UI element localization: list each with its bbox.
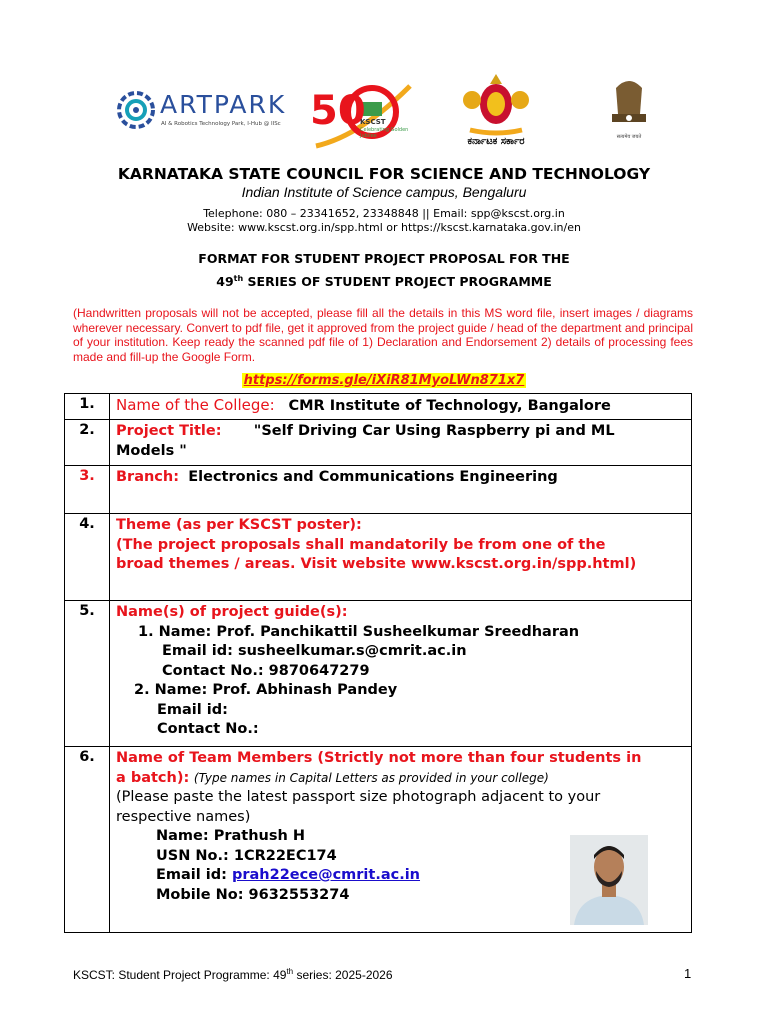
artpark-name: ARTPARK xyxy=(160,90,287,119)
project-title-cell xyxy=(110,420,692,466)
theme-cell xyxy=(110,514,692,601)
table-row xyxy=(65,601,692,747)
college-value: CMR Institute of Technology, Bangalore xyxy=(288,398,611,414)
artpark-logo xyxy=(116,88,292,132)
format-title-line1: FORMAT FOR STUDENT PROJECT PROPOSAL FOR THE xyxy=(198,251,570,266)
page-number: 1 xyxy=(684,966,692,981)
row-number: 3. xyxy=(65,466,110,514)
college-label: Name of the College: xyxy=(116,396,275,414)
branch-label: Branch: xyxy=(116,469,180,485)
jubilee-caption: Celebrating Golden Jubilee xyxy=(360,127,409,139)
proposal-form-table xyxy=(64,393,692,933)
guide-1-contact: Contact No.: 9870647279 xyxy=(162,662,370,679)
footer-sup: th xyxy=(286,967,294,976)
team-note: (Type names in Capital Letters as provided in your college) xyxy=(193,770,549,785)
format-title-line2 xyxy=(0,274,768,289)
member-email-link[interactable]: prah22ece@cmrit.ac.in xyxy=(231,867,421,883)
row-number: 1. xyxy=(65,394,110,420)
india-emblem xyxy=(594,74,664,150)
theme-label: Theme (as per KSCST poster): xyxy=(116,517,362,533)
org-name: KARNATAKA STATE COUNCIL FOR SCIENCE AND TECHNOLOGY xyxy=(117,165,651,183)
guide-1-email: Email id: susheelkumar.s@cmrit.ac.in xyxy=(162,643,467,659)
row-number: 5. xyxy=(65,601,110,747)
photo-instruction-1: (Please paste the latest passport size photograph adjacent to your xyxy=(116,789,601,805)
footer-text-post: series: 2025-2026 xyxy=(293,968,393,982)
table-row xyxy=(65,514,692,601)
website-line: Website: www.kscst.org.in/spp.html or https://kscst.karnataka.gov.in/en xyxy=(187,221,581,234)
theme-note-1: (The project proposals shall mandatorily be from one of the xyxy=(116,536,606,553)
campus-line: Indian Institute of Science campus, Bengaluru xyxy=(241,184,527,200)
india-caption: सत्यमेव जयते xyxy=(616,134,642,140)
series-title: SERIES OF STUDENT PROJECT PROGRAMME xyxy=(243,274,552,290)
branch-value: Electronics and Communications Engineering xyxy=(188,469,558,485)
guide-2-email: Email id: xyxy=(157,701,228,718)
karnataka-crest-icon xyxy=(450,70,542,136)
jubilee-number: 50 xyxy=(310,88,366,134)
member-portrait-icon xyxy=(570,835,648,925)
table-row xyxy=(65,747,692,933)
artpark-tagline: AI & Robotics Technology Park, I-Hub @ IISc xyxy=(161,121,281,127)
google-form-link-wrap xyxy=(0,369,768,388)
member-photo xyxy=(570,835,648,925)
footer-series xyxy=(73,967,393,982)
theme-note-2: broad themes / areas. Visit website www.kscst.org.in/spp.html) xyxy=(116,556,637,572)
member-usn: USN No.: 1CR22EC174 xyxy=(156,847,337,864)
karnataka-caption: ಕರ್ನಾಟಕ ಸರ್ಕಾರ xyxy=(467,136,525,147)
team-label-1: Name of Team Members (Strictly not more than four students in xyxy=(116,750,642,766)
member-email-label: Email id: xyxy=(156,867,232,883)
project-title-value-2: Models " xyxy=(116,442,187,459)
logo-strip xyxy=(110,70,670,154)
branch-cell xyxy=(110,466,692,514)
contact-line: Telephone: 080 – 23341652, 23348848 || Email: spp@kscst.org.in xyxy=(203,207,565,220)
series-suffix: th xyxy=(233,274,244,283)
table-row xyxy=(65,466,692,514)
artpark-emblem-icon xyxy=(116,90,156,130)
photo-instruction-2: respective names) xyxy=(116,808,251,825)
row-number: 6. xyxy=(65,747,110,933)
guides-label: Name(s) of project guide(s): xyxy=(116,604,348,620)
college-cell xyxy=(110,394,692,420)
kscst-logo-label: KSCST xyxy=(360,118,386,126)
project-title-label: Project Title: xyxy=(116,423,222,439)
guide-1-name: 1. Name: Prof. Panchikattil Susheelkumar Sreedharan xyxy=(138,623,580,640)
instructions-text: (Handwritten proposals will not be accepted, please fill all the details in this MS word file, insert images / diagrams wherever necessary. Convert to pdf file, get it approved from the project guide / head of the department and principal of your institution. Keep ready the scanned pdf file of 1) Declaration and Endorsement 2) details of processing fees made and fill-up the Google Form. xyxy=(73,306,693,364)
series-number: 49 xyxy=(216,274,234,290)
team-label-2: a batch): xyxy=(116,769,190,786)
table-row xyxy=(65,420,692,466)
row-number: 2. xyxy=(65,420,110,466)
kscst-50-logo xyxy=(310,76,418,150)
team-cell xyxy=(110,747,692,933)
member-mobile: Mobile No: 9632553274 xyxy=(156,886,350,903)
table-row xyxy=(65,394,692,420)
ashoka-lions-icon xyxy=(594,74,664,136)
guide-2-name: 2. Name: Prof. Abhinash Pandey xyxy=(134,682,398,698)
member-name: Name: Prathush H xyxy=(156,828,305,844)
karnataka-emblem xyxy=(450,70,542,154)
google-form-link[interactable]: https://forms.gle/iXiR81MyoLWn871x7 xyxy=(243,373,525,388)
row-number: 4. xyxy=(65,514,110,601)
guides-cell xyxy=(110,601,692,747)
guide-2-contact: Contact No.: xyxy=(157,721,259,737)
project-title-value-1: "Self Driving Car Using Raspberry pi and ML xyxy=(253,423,615,439)
footer-text-pre: KSCST: Student Project Programme: 49 xyxy=(73,968,287,982)
